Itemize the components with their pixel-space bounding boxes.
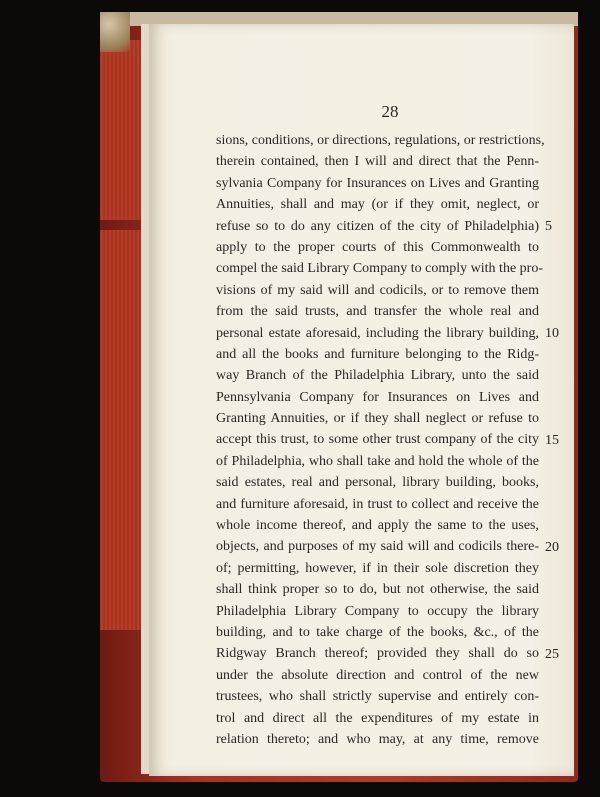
text-line: compel the said Library Company to comply with the pro-: [216, 261, 543, 277]
text-line: Granting Annuities, or if they shall neglect or refuse to: [216, 411, 539, 427]
text-line: therein contained, then I will and direct that the Penn-: [216, 154, 539, 170]
text-line: of; permitting, however, if in their sole discretion they: [216, 560, 539, 576]
text-line: objects, and purposes of my said will and codicils there-: [216, 539, 539, 555]
text-line: shall think proper so to do, but not otherwise, the said: [216, 582, 539, 598]
text-line: whole income thereof, and apply the same to the uses,: [216, 518, 539, 534]
text-line: from the said trusts, and transfer the whole real and: [216, 304, 539, 320]
text-line: sions, conditions, or directions, regulations, or restrictions,: [216, 133, 545, 148]
text-line: trol and direct all the expenditures of my estate in: [216, 710, 539, 726]
text-line: under the absolute direction and control of the new: [216, 667, 539, 683]
text-line: way Branch of the Philadelphia Library, unto the said: [216, 368, 539, 384]
page-stack-edge: [141, 24, 149, 774]
line-number: 5: [545, 218, 552, 234]
text-line: and furniture aforesaid, in trust to collect and receive the: [216, 496, 539, 512]
text-line: and all the books and furniture belonging to the Ridg-: [216, 346, 539, 362]
text-line: said estates, real and personal, library building, books,: [216, 475, 539, 491]
page-number: 28: [381, 102, 399, 121]
text-line: Ridgway Branch thereof; provided they shall do so: [216, 646, 539, 662]
text-line: Annuities, shall and may (or if they omit, neglect, or: [216, 197, 539, 213]
line-number: 20: [545, 539, 559, 555]
text-line: of Philadelphia, who shall take and hold the whole of the: [216, 453, 539, 469]
cover-corner-wear: [100, 12, 130, 52]
text-line: accept this trust, to some other trust company of the city: [216, 432, 539, 448]
text-line: refuse so to do any citizen of the city of Philadelphia): [216, 218, 539, 234]
line-number: 25: [545, 646, 559, 662]
line-number: 15: [545, 432, 559, 448]
page-text: [216, 130, 545, 750]
text-line: Pennsylvania Company for Insurances on Lives and: [216, 389, 539, 405]
line-number: 10: [545, 325, 559, 341]
text-line: relation thereto; and who may, at any time, remove: [216, 731, 539, 747]
text-line: sylvania Company for Insurances on Lives and Granting: [216, 175, 539, 191]
text-line: apply to the proper courts of this Commonwealth to: [216, 239, 539, 255]
text-line: visions of my said will and codicils, or to remove them: [216, 282, 539, 298]
text-line: personal estate aforesaid, including the library building,: [216, 325, 539, 341]
text-line: building, and to take charge of the books, &c., of the: [216, 624, 539, 640]
text-line: trustees, who shall strictly supervise and entirely con-: [216, 689, 539, 705]
text-line: Philadelphia Library Company to occupy the library: [216, 603, 539, 619]
